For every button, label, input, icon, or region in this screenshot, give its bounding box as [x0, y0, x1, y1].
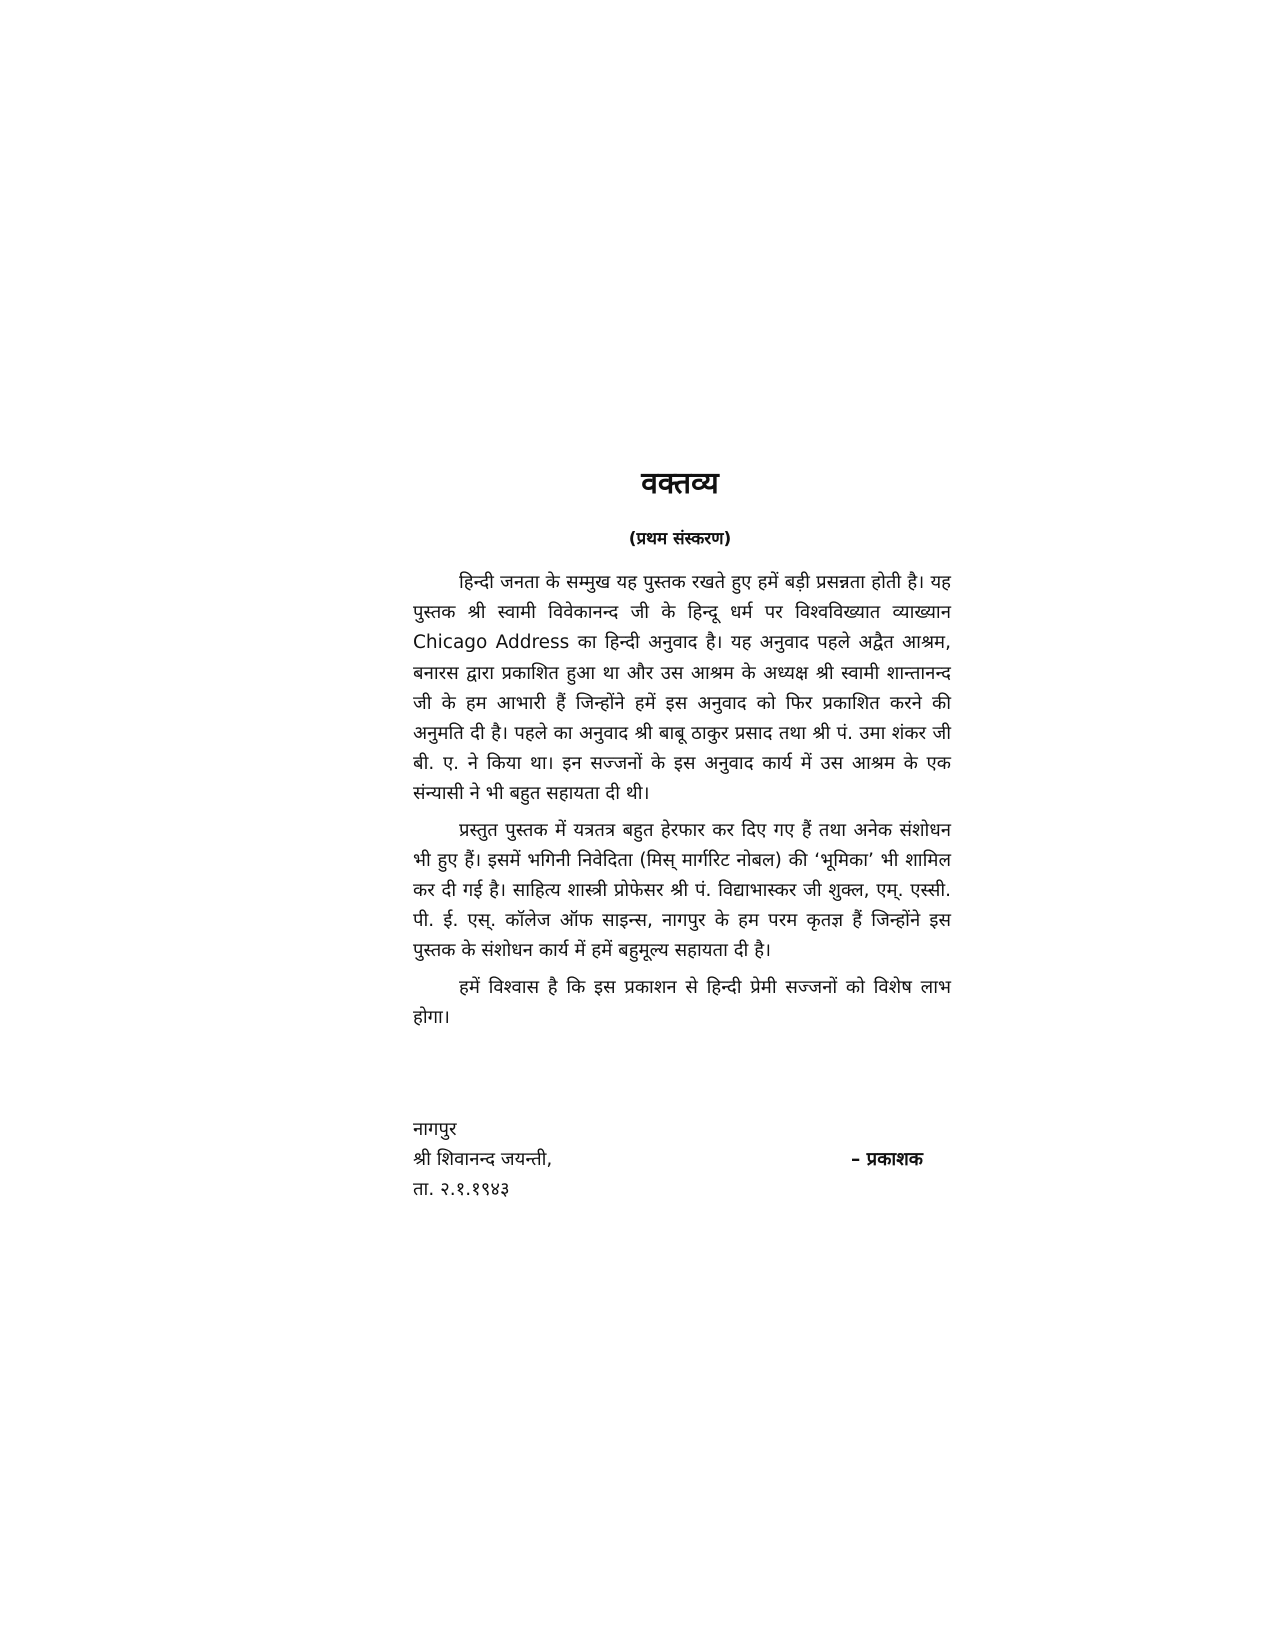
signature-place: नागपुर [413, 1119, 457, 1140]
edition-subtitle: (प्रथम संस्करण) [628, 529, 732, 549]
publisher-signoff: – प्रकाशक [850, 1149, 923, 1170]
page-title: वक्तव्य [641, 466, 719, 501]
paragraph-2: प्रस्तुत पुस्तक में यत्रतत्र बहुत हेरफार कर दिए गए हैं तथा अनेक संशोधन भी हुए हैं। इसमें भगिनी निवेदिता (मिस् मार्गरिट नोबल) की ‘भूमिका’ भी शामिल कर दी गई है। साहित्य शास्त्री प्रोफेसर श्री पं. विद्याभास्कर जी शुक्ल, एम्. एस्सी. पी. ई. एस्. कॉलेज ऑफ साइन्स, नागपुर के हम परम कृतज्ञ हैं जिन्होंने इस पुस्तक के संशोधन कार्य में हमें बहुमूल्य सहायता दी है। [413, 819, 951, 962]
paragraph-1: हिन्दी जनता के सम्मुख यह पुस्तक रखते हुए हमें बड़ी प्रसन्नता होती है। यह पुस्तक श्री स्वामी विवेकानन्द जी के हिन्दू धर्म पर विश्वविख्यात व्याख्यान Chicago Address का हिन्दी अनुवाद है। यह अनुवाद पहले अद्वैत आश्रम, बनारस द्वारा प्रकाशित हुआ था और उस आश्रम के अध्यक्ष श्री स्वामी शान्तानन्द जी के हम आभारी हैं जिन्होंने हमें इस अनुवाद को फिर प्रकाशित करने की अनुमति दी है। पहले का अनुवाद श्री बाबू ठाकुर प्रसाद तथा श्री पं. उमा शंकर जी बी. ए. ने किया था। इन सज्जनों के इस अनुवाद कार्य में उस आश्रम के एक संन्यासी ने भी बहुत सहायता दी थी। [413, 572, 951, 805]
signature-block [413, 1115, 951, 1205]
signature-date: ता. २.१.१९४३ [413, 1179, 510, 1200]
paragraph-3: हमें विश्वास है कि इस प्रकाशन से हिन्दी प्रेमी सज्जनों को विशेष लाभ होगा। [413, 976, 951, 1028]
signature-occasion: श्री शिवानन्द जयन्ती, [413, 1149, 553, 1170]
statement-body [413, 568, 951, 1039]
